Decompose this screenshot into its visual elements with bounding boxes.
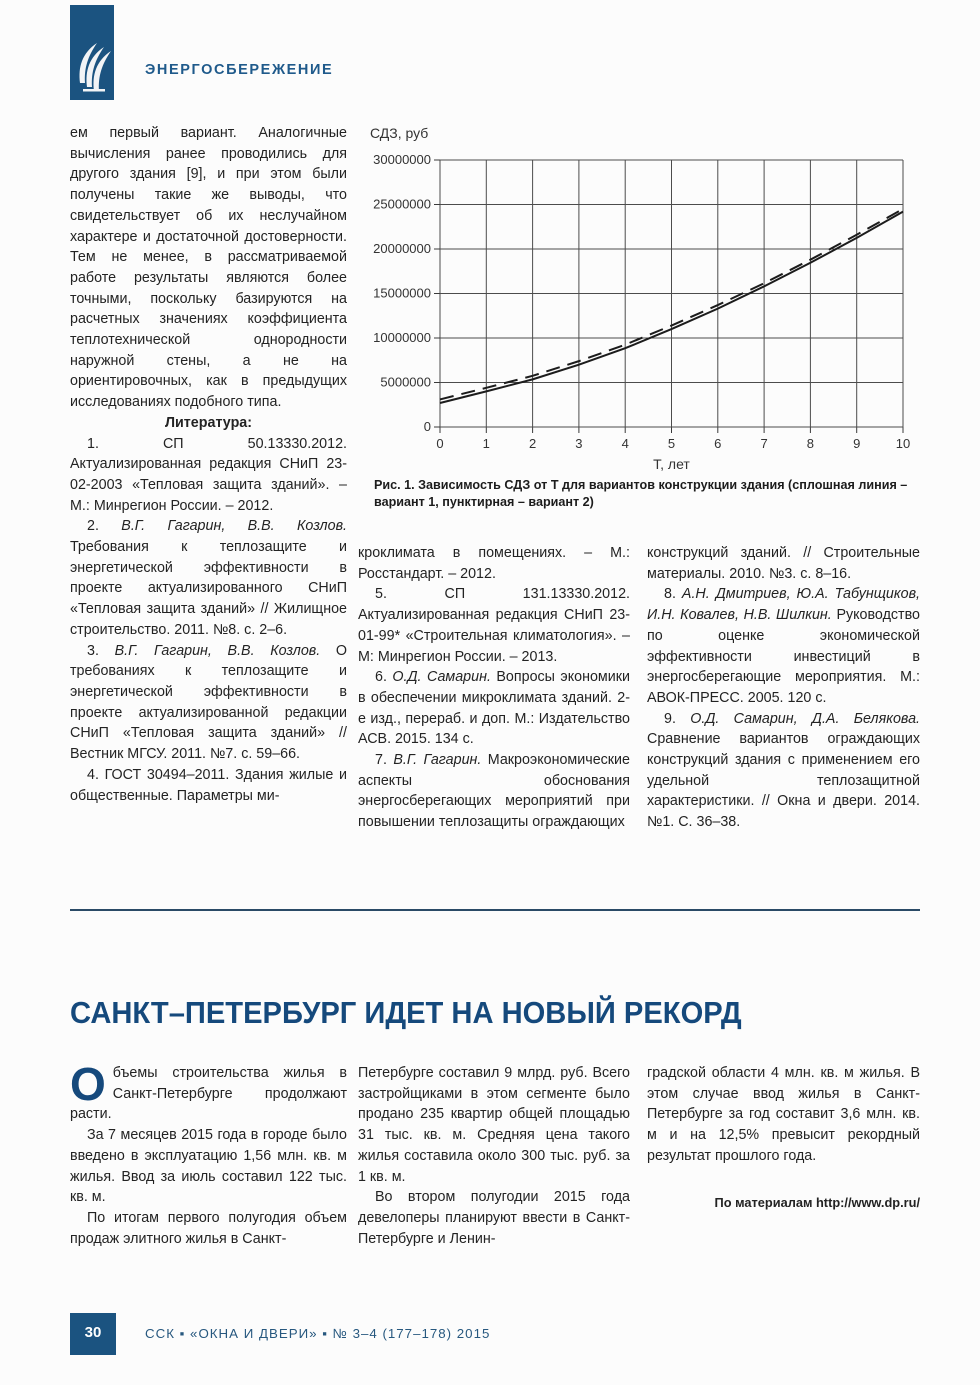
reference-item: 2. В.Г. Гагарин, В.В. Козлов. Требования к теплозащите и энергетической эффективности в проекте актуализированного СНиП «Тепловая защита зданий» // Жилищное строительство. 2011. №8. с. 2–6. <box>70 518 347 638</box>
article1-body-text: ем первый вариант. Аналогичные вычисления ранее проводились для другого здания [9], и при этом были получены такие же выводы, что свидетельствует об их неслучайном характере и достаточной достоверности. Тем не менее, в рассматриваемой работе результаты являются более точными, поскольку базируются на расчетных значениях коэффициента теплотехнической однородности наружной стены, а не на ориентировочных, как в предыдущих исследованиях подобного типа. <box>70 125 347 411</box>
journal-issue-line: ССК ▪ «ОКНА И ДВЕРИ» ▪ № 3–4 (177–178) 2015 <box>145 1326 491 1341</box>
svg-text:25000000: 25000000 <box>373 196 431 212</box>
reference-item: 4. ГОСТ 30494–2011. Здания жилые и общественные. Параметры ми- <box>70 766 347 804</box>
article1-column-3 <box>647 543 920 833</box>
section-divider <box>70 909 920 911</box>
svg-text:0: 0 <box>423 419 431 434</box>
paragraph: градской области 4 млн. кв. м жилья. В этом случае ввод жилья в Санкт-Петербурге за год составит 3,6 млн. кв. м и на 12,5% превысит рекордный результат прошлого года. <box>647 1065 920 1164</box>
svg-text:15000000: 15000000 <box>373 285 431 301</box>
svg-text:4: 4 <box>621 436 629 451</box>
svg-text:СДЗ, руб: СДЗ, руб <box>370 125 429 141</box>
reference-continuation: конструкций зданий. // Строительные материалы. 2010. №3. с. 8–16. <box>647 545 920 582</box>
article1-column-1 <box>70 123 347 806</box>
paragraph: За 7 месяцев 2015 года в городе было введено в эксплуатацию 1,56 млн. кв. м жилья. Ввод за июль составил 122 тыс. кв. м. <box>70 1127 347 1206</box>
dropcap-letter: О <box>70 1058 106 1110</box>
swirl-leaves-icon <box>70 87 114 104</box>
svg-text:8: 8 <box>806 436 815 451</box>
svg-text:3: 3 <box>575 436 583 451</box>
svg-text:9: 9 <box>853 436 861 451</box>
reference-item: 3. В.Г. Гагарин, В.В. Козлов. О требованиях к теплозащите и энергетической эффективности в проекте актуализированной редакции СНиП «Тепловая защита зданий» // Вестник МГСУ. 2011. №7. с. 59–66. <box>70 642 347 763</box>
article2-headline: САНКТ–ПЕТЕРБУРГ ИДЕТ НА НОВЫЙ РЕКОРД <box>70 995 742 1030</box>
svg-text:10000000: 10000000 <box>373 330 431 345</box>
svg-text:Т, лет: Т, лет <box>653 456 690 472</box>
reference-item: 6. О.Д. Самарин. Вопросы экономики в обеспечении микроклимата зданий. 2-е изд., перераб. и доп. М.: Издательство АСВ. 2015. 134 с. <box>358 669 630 748</box>
paragraph: Во втором полугодии 2015 года девелоперы планируют ввести в Санкт-Петербурге и Ленин- <box>358 1189 630 1247</box>
svg-text:0: 0 <box>436 436 444 451</box>
page-number-badge: 30 <box>70 1313 116 1355</box>
svg-text:10: 10 <box>895 436 911 451</box>
literature-heading: Литература: <box>164 414 253 431</box>
figure-caption: Рис. 1. Зависимость СДЗ от Т для вариантов конструкции здания (сплошная линия – вариант 1, пунктирная – вариант 2) <box>374 478 908 509</box>
svg-text:2: 2 <box>528 436 537 451</box>
magazine-logo <box>70 5 114 100</box>
svg-text:20000000: 20000000 <box>373 241 431 256</box>
reference-item: 9. О.Д. Самарин, Д.А. Белякова. Сравнение вариантов ограждающих конструкций здания с применением его удельной теплозащитной характеристики. // Окна и двери. 2014. №1. С. 36–38. <box>647 710 920 831</box>
svg-text:30000000: 30000000 <box>373 152 431 167</box>
svg-text:1: 1 <box>482 436 490 451</box>
svg-text:5: 5 <box>667 436 676 451</box>
reference-item: 5. СП 131.13330.2012. Актуализированная редакция СНиП 23-01-99* «Строительная климатология». – М: Минрегион России. – 2013. <box>358 586 630 665</box>
reference-item: 1. СП 50.13330.2012. Актуализированная редакция СНиП 23-02-2003 «Тепловая защита зданий». – М.: Минрегион России. – 2012. <box>70 435 347 514</box>
article1-column-2 <box>358 543 630 833</box>
svg-text:6: 6 <box>714 436 722 451</box>
svg-text:5000000: 5000000 <box>380 374 431 390</box>
paragraph: Петербурге составил 9 млрд. руб. Всего застройщиками в этом сегменте было продано 235 квартир общей площадью 31 тыс. кв. м. Средняя цена такого жилья составила около 300 тыс. руб. за 1 кв. м. <box>358 1065 630 1185</box>
paragraph: Объемы строительства жилья в Санкт-Петербурге продолжают расти. <box>70 1058 347 1123</box>
article2-column-3 <box>647 1063 920 1213</box>
chart-canvas <box>362 122 920 474</box>
reference-item: 8. А.Н. Дмитриев, Ю.А. Табунщиков, И.Н. Ковалев, Н.В. Шилкин. Руководство по оценке экономической эффективности инвестиций в энергосберегающие мероприятия. М.: АВОК-ПРЕСС. 2005. 120 с. <box>647 586 921 706</box>
article2-column-2 <box>358 1063 630 1249</box>
reference-item: 7. В.Г. Гагарин. Макроэкономические аспекты обоснования энергосберегающих мероприятий при повышении теплозащиты ограждающих <box>358 752 630 831</box>
reference-continuation: кроклимата в помещениях. – М.: Росстандарт. – 2012. <box>358 545 630 582</box>
section-label: ЭНЕРГОСБЕРЕЖЕНИЕ <box>145 62 334 78</box>
svg-text:7: 7 <box>760 436 768 451</box>
line-chart <box>362 122 920 474</box>
article2-column-1 <box>70 1058 347 1249</box>
source-credit: По материалам http://www.dp.ru/ <box>714 1194 920 1210</box>
paragraph: По итогам первого полугодия объем продаж элитного жилья в Санкт- <box>70 1209 347 1247</box>
